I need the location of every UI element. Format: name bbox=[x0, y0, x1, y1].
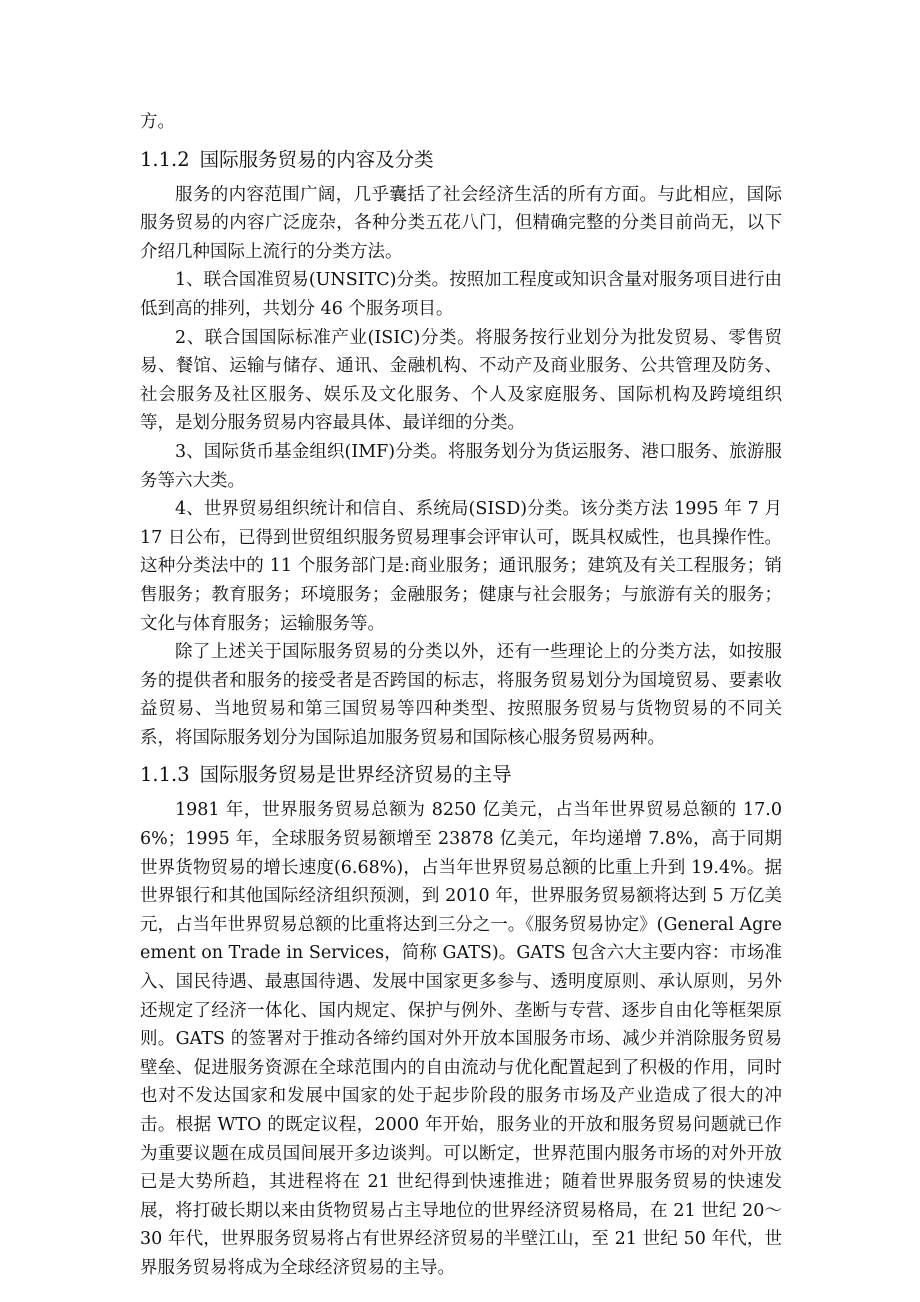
continuation-line: 方。 bbox=[140, 112, 175, 132]
section-number: 1.1.3 bbox=[140, 763, 190, 787]
paragraph: 1、联合国准贸易(UNSITC)分类。按照加工程度或知识含量对服务项目进行由低到高的排列，共划分 46 个服务项目。 bbox=[140, 270, 782, 319]
paragraph: 4、世界贸易组织统计和信自、系统局(SISD)分类。该分类方法 1995 年 7 月 17 日公布，已得到世贸组织服务贸易理事会评审认可，既具权威性，也具操作性。这种分类法中的 11 个服务部门是:商业服务；通讯服务；建筑及有关工程服务；销售服务；教育服务；环境服务；金融服务；健康与社会服务；与旅游有关的服务；文化与体育服务；运输服务等。 bbox=[140, 499, 782, 634]
section-title: 国际服务贸易的内容及分类 bbox=[199, 147, 434, 171]
section-title: 国际服务贸易是世界经济贸易的主导 bbox=[199, 763, 512, 787]
section-number: 1.1.2 bbox=[140, 147, 190, 171]
paragraph: 3、国际货币基金组织(IMF)分类。将服务划分为货运服务、港口服务、旅游服务等六大类。 bbox=[140, 441, 782, 491]
paragraph: 1981 年，世界服务贸易总额为 8250 亿美元，占当年世界贸易总额的 17.06%；1995 年，全球服务贸易额增至 23878 亿美元，年均递增 7.8%，高于同期世界货物贸易的增长速度(6.68%)，占当年世界贸易总额的比重上升到 19.4%。据世界银行和其他国际经济组织预测，到 2010 年，世界服务贸易额将达到 5 万亿美元，占当年世界贸易总额的比重将达到三分之一。《服务贸易协定》(General Agreement on Trade in Services，简称 GATS)。GATS 包含六大主要内容：市场准入、国民待遇、最惠国待遇、发展中国家更多参与、透明度原则、承认原则，另外还规定了经济一体化、国内规定、保护与例外、垄断与专营、逐步自由化等框架原则。GATS 的签署对于推动各缔约国对外开放本国服务市场、减少并消除服务贸易壁垒、促进服务资源在全球范围内的自由流动与优化配置起到了积极的作用，同时也对不发达国家和发展中国家的处于起步阶段的服务市场及产业造成了很大的冲击。根据 WTO 的既定议程，2000 年开始，服务业的开放和服务贸易问题就已作为重要议题在成员国间展开多边谈判。可以断定，世界范围内服务市场的对外开放已是大势所趋，其进程将在 21 世纪得到快速推进；随着世界服务贸易的快速发展，将打破长期以来由货物贸易占主导地位的世界经济贸易格局，在 21 世纪 20～30 年代，世界服务贸易将占有世界经济贸易的半壁江山，至 21 世纪 50 年代，世界服务贸易将成为全球经济贸易的主导。 bbox=[140, 800, 782, 1278]
paragraph: 服务的内容范围广阔，几乎囊括了社会经济生活的所有方面。与此相应，国际服务贸易的内容广泛庞杂，各种分类五花八门，但精确完整的分类目前尚无，以下介绍几种国际上流行的分类方法。 bbox=[140, 184, 782, 262]
section-heading-1-1-3 bbox=[140, 758, 782, 792]
paragraph: 除了上述关于国际服务贸易的分类以外，还有一些理论上的分类方法，如按服务的提供者和服务的接受者是否跨国的标志，将服务贸易划分为国境贸易、要素收益贸易、当地贸易和第三国贸易等四种类型、按照服务贸易与货物贸易的不同关系，将国际服务划分为国际追加服务贸易和国际核心服务贸易两种。 bbox=[140, 642, 782, 748]
section-heading-1-1-2 bbox=[140, 143, 782, 177]
paragraph: 2、联合国国际标准产业(ISIC)分类。将服务按行业划分为批发贸易、零售贸易、餐馆、运输与储存、通讯、金融机构、不动产及商业服务、公共管理及防务、社会服务及社区服务、娱乐及文化服务、个人及家庭服务、国际机构及跨境组织等，是划分服务贸易内容最具体、最详细的分类。 bbox=[140, 327, 782, 434]
document-body bbox=[140, 108, 782, 1283]
